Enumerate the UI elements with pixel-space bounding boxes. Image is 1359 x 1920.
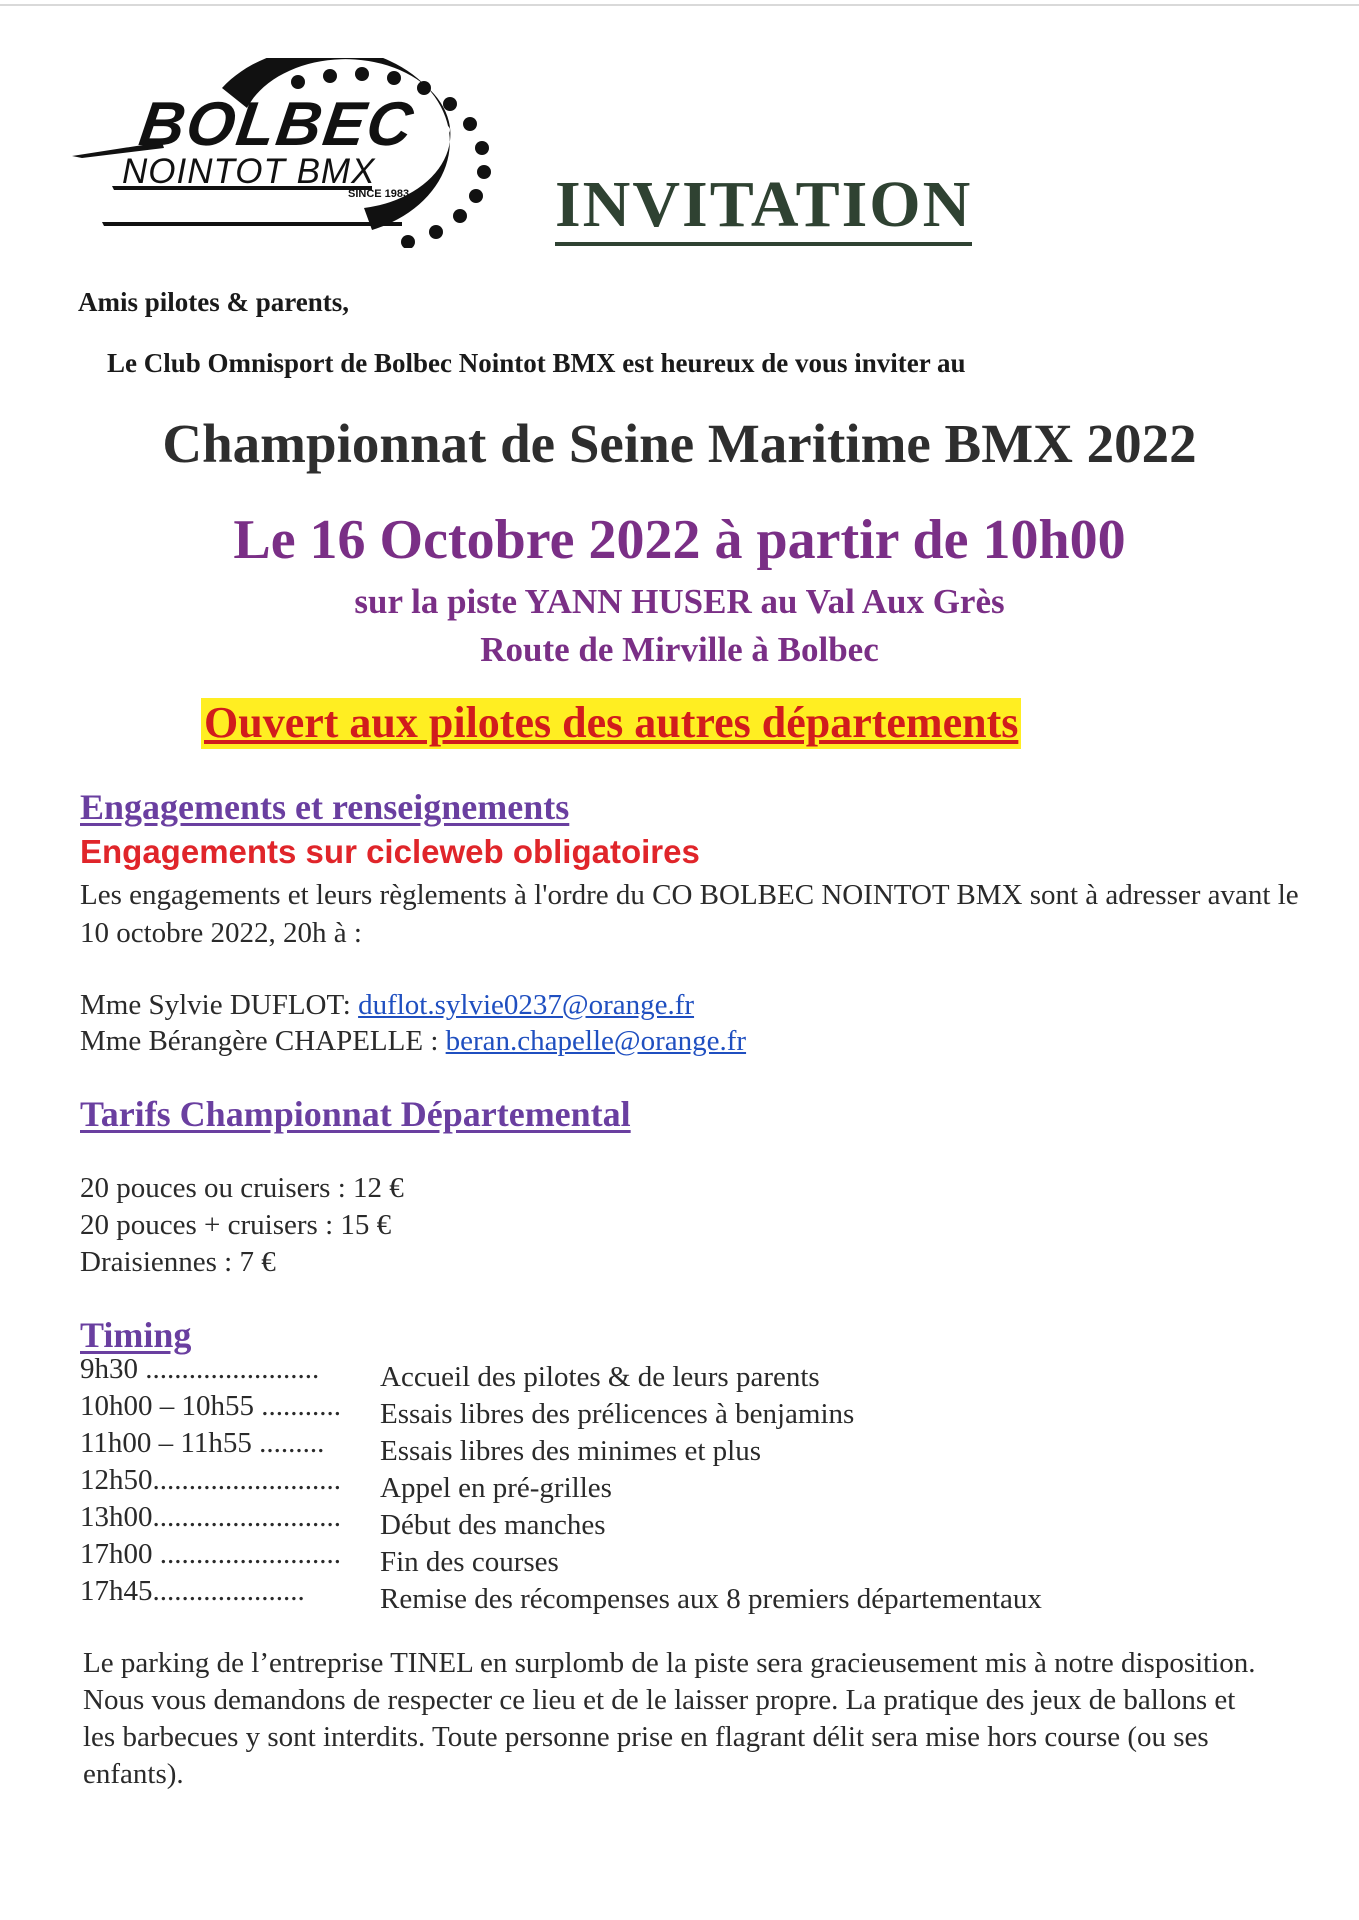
logo-since-text: SINCE 1983 <box>348 188 410 200</box>
page-top-edge <box>0 4 1359 6</box>
timing-row <box>80 1353 820 1394</box>
timing-heading: Timing <box>80 1315 192 1355</box>
timing-row <box>80 1575 1042 1616</box>
timing-desc: Appel en pré-grilles <box>380 1472 612 1504</box>
engagements-heading: Engagements et renseignements <box>80 787 570 827</box>
contact-email-link[interactable]: beran.chapelle@orange.fr <box>445 1025 747 1057</box>
timing-desc: Accueil des pilotes & de leurs parents <box>380 1361 820 1393</box>
timing-time: 12h50.......................... <box>80 1464 341 1496</box>
greeting: Amis pilotes & parents, <box>78 287 350 317</box>
tarif-item: Draisiennes : 7 € <box>80 1246 276 1278</box>
timing-row <box>80 1427 761 1468</box>
open-notice-banner: Ouvert aux pilotes des autres départements <box>201 698 1021 749</box>
event-date: Le 16 Octobre 2022 à partir de 10h00 <box>233 509 1126 571</box>
timing-desc: Essais libres des prélicences à benjamins <box>380 1398 855 1430</box>
intro-text: Le Club Omnisport de Bolbec Nointot BMX est heureux de vous inviter au <box>107 348 966 378</box>
contact-name: Mme Sylvie DUFLOT: <box>80 989 359 1021</box>
venue-line-2: Route de Mirville à Bolbec <box>480 630 879 669</box>
tarif-item: 20 pouces + cruisers : 15 € <box>80 1209 392 1241</box>
timing-row <box>80 1538 559 1579</box>
engagements-body: Les engagements et leurs règlements à l'ordre du CO BOLBEC NOINTOT BMX sont à adresser avant le 10 octobre 2022, 20h à : <box>80 879 1299 949</box>
engagements-subheading: Engagements sur cicleweb obligatoires <box>80 833 700 870</box>
timing-desc: Début des manches <box>380 1509 606 1541</box>
timing-row <box>80 1464 612 1505</box>
championship-title: Championnat de Seine Maritime BMX 2022 <box>162 413 1197 474</box>
logo-subtitle-text: NOINTOT BMX <box>122 152 376 191</box>
contact-row <box>80 989 694 1022</box>
parking-note: Le parking de l’entreprise TINEL en surplomb de la piste sera gracieusement mis à notre disposition. Nous vous demandons de respecter ce lieu et de le laisser propre. La pratique des jeux de ballons et les barbecues y sont interdits. Toute personne prise en flagrant délit sera mise hors course (ou ses enfants). <box>83 1647 1256 1790</box>
timing-time: 9h30 ........................ <box>80 1353 320 1385</box>
timing-desc: Fin des courses <box>380 1546 559 1578</box>
page-title: INVITATION <box>555 172 972 246</box>
timing-time: 17h00 ......................... <box>80 1538 341 1570</box>
contact-row <box>80 1025 746 1058</box>
timing-desc: Remise des récompenses aux 8 premiers départementaux <box>380 1583 1042 1615</box>
venue-line-1: sur la piste YANN HUSER au Val Aux Grès <box>354 582 1005 621</box>
timing-row <box>80 1390 854 1431</box>
timing-time: 17h45..................... <box>80 1575 305 1607</box>
club-logo <box>72 58 512 248</box>
timing-time: 11h00 – 11h55 ......... <box>80 1427 325 1459</box>
tarifs-heading: Tarifs Championnat Départemental <box>80 1094 631 1134</box>
contact-email-link[interactable]: duflot.sylvie0237@orange.fr <box>358 989 695 1021</box>
timing-row <box>80 1501 606 1542</box>
tarif-item: 20 pouces ou cruisers : 12 € <box>80 1172 404 1204</box>
logo-brand-text: BOLBEC <box>135 90 419 159</box>
timing-time: 13h00.......................... <box>80 1501 341 1533</box>
timing-time: 10h00 – 10h55 ........... <box>80 1390 341 1422</box>
contact-name: Mme Bérangère CHAPELLE : <box>80 1025 446 1057</box>
timing-desc: Essais libres des minimes et plus <box>380 1435 761 1467</box>
